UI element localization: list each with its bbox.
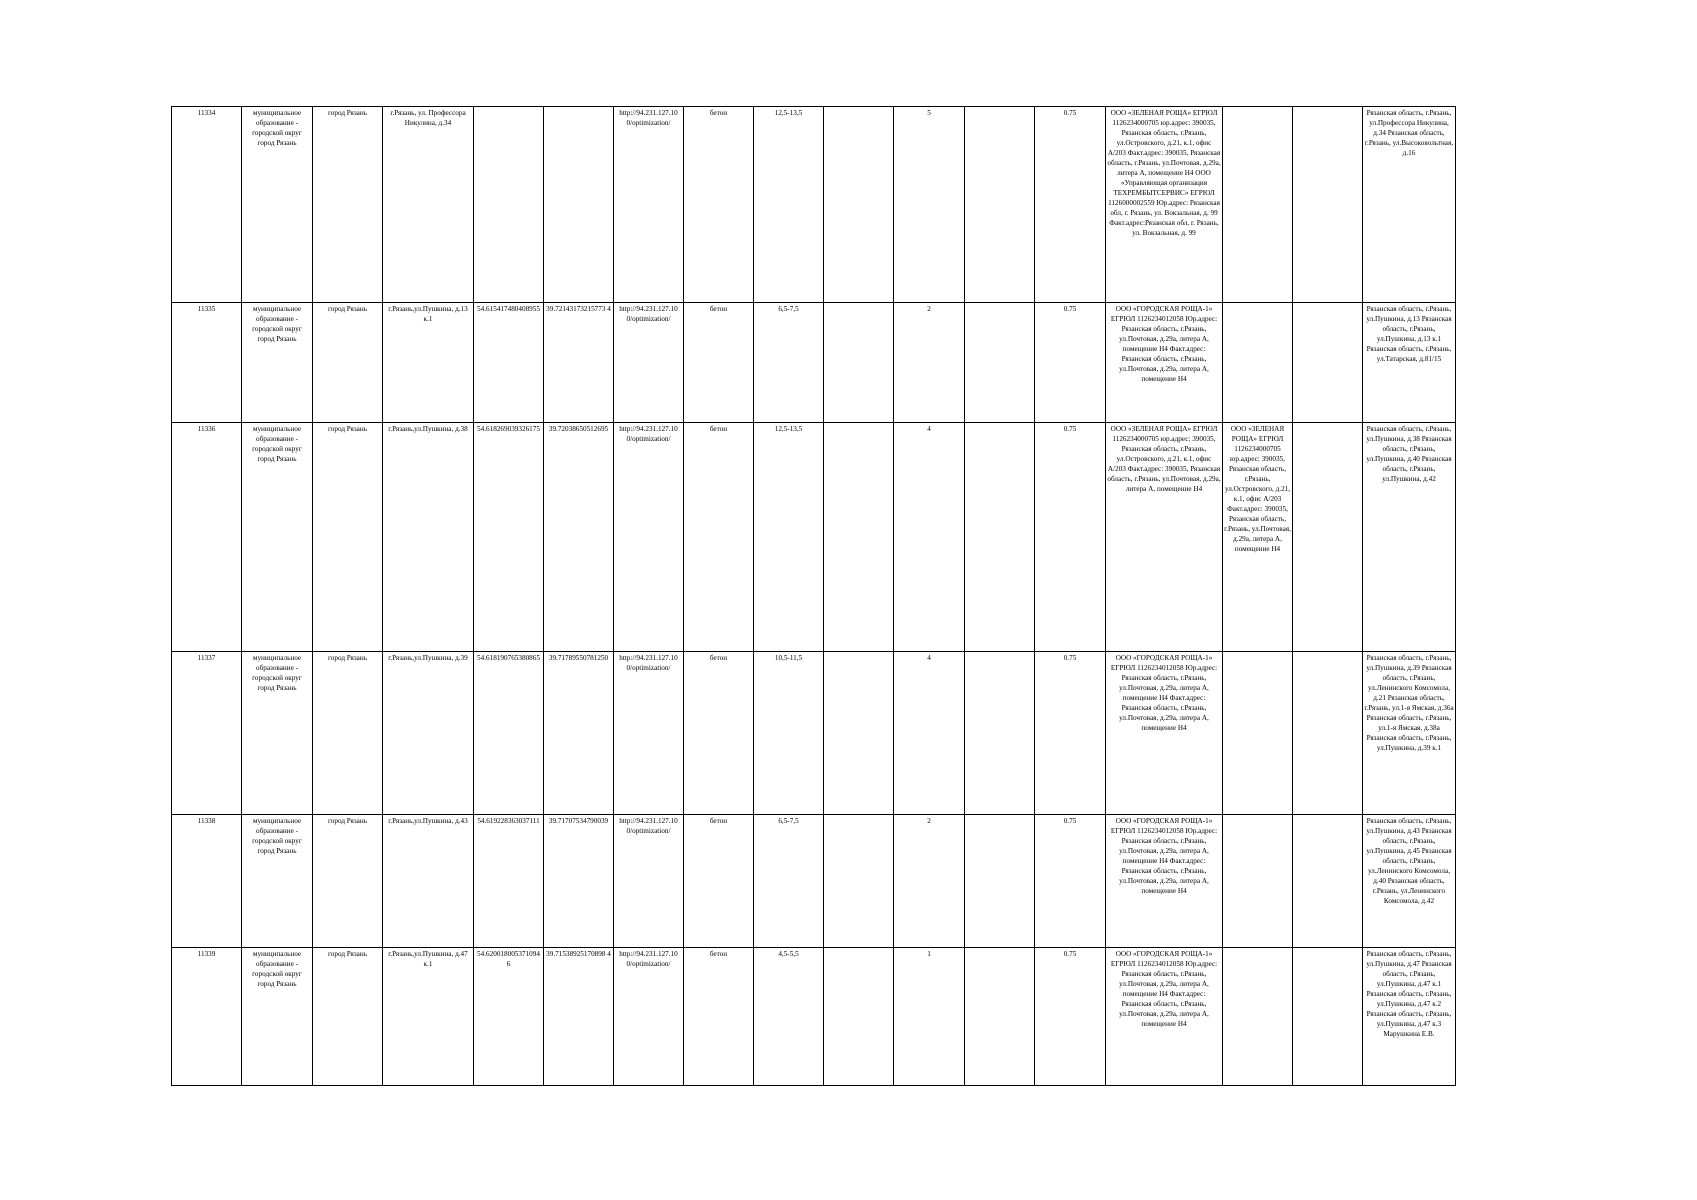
longitude-cell: 39.71538925170898 4	[544, 948, 614, 1086]
empty-cell	[1293, 303, 1363, 423]
url-cell: http://94.231.127.10 0/optimization/	[614, 815, 684, 948]
latitude-cell	[474, 107, 544, 303]
municipality-cell: муниципальное образование - городской округ город Рязань	[242, 652, 313, 815]
area-cell: 12,5-13,5	[754, 423, 824, 652]
url-cell: http://94.231.127.10 0/optimization/	[614, 652, 684, 815]
volume-cell: 0.75	[1035, 948, 1106, 1086]
surface-cell: бетон	[684, 652, 754, 815]
settlement-cell: город Рязань	[313, 303, 383, 423]
table-row	[172, 652, 1456, 815]
empty-cell	[965, 815, 1035, 948]
sources-cell: Рязанская область, г.Рязань, ул.Пушкина, д.13 Рязанская область, г.Рязань, ул.Пушкина, д.13 к.1 Рязанская область, г.Рязань, ул.Татарская, д.81/15	[1363, 303, 1456, 423]
owner2-cell	[1223, 815, 1293, 948]
empty-cell	[824, 423, 894, 652]
owner2-cell	[1223, 652, 1293, 815]
volume-cell: 0.75	[1035, 652, 1106, 815]
latitude-cell: 54.619228363037111	[474, 815, 544, 948]
volume-cell: 0.75	[1035, 303, 1106, 423]
empty-cell	[1293, 107, 1363, 303]
surface-cell: бетон	[684, 948, 754, 1086]
empty-cell	[965, 652, 1035, 815]
empty-cell	[1293, 652, 1363, 815]
address-cell: г.Рязань,ул.Пушкина, д.47 к.1	[383, 948, 474, 1086]
registry-table	[171, 106, 1456, 1086]
table-row	[172, 815, 1456, 948]
owner2-cell	[1223, 948, 1293, 1086]
sources-cell: Рязанская область, г.Рязань, ул.Пушкина, д.43 Рязанская область, г.Рязань, ул.Пушкина, д.45 Рязанская область, г.Рязань, ул.Ленинского Комсомола, д.40 Рязанская область, г.Рязань, ул.Ленинского Комсомола, д.42	[1363, 815, 1456, 948]
latitude-cell: 54.615417480408955	[474, 303, 544, 423]
area-cell: 12,5-13,5	[754, 107, 824, 303]
municipality-cell: муниципальное образование - городской округ город Рязань	[242, 948, 313, 1086]
longitude-cell: 39.71707534790039	[544, 815, 614, 948]
url-cell: http://94.231.127.10 0/optimization/	[614, 107, 684, 303]
empty-cell	[824, 652, 894, 815]
empty-cell	[824, 107, 894, 303]
table-row	[172, 303, 1456, 423]
containers-cell: 2	[894, 303, 965, 423]
empty-cell	[965, 107, 1035, 303]
volume-cell: 0.75	[1035, 815, 1106, 948]
volume-cell: 0.75	[1035, 107, 1106, 303]
area-cell: 4,5-5,5	[754, 948, 824, 1086]
owner2-cell: ООО «ЗЕЛЕНАЯ РОЩА» ЕГРЮЛ 1126234000705 юр.адрес: 390035, Рязанская область, г.Рязань, ул.Островского, д.21, к.1, офис А/203 Факт.адрес: 390035, Рязанская область, г.Рязань, ул.Почтовая, д.29а, литера А, помещение Н4	[1223, 423, 1293, 652]
longitude-cell: 39.72143173215773 4	[544, 303, 614, 423]
sources-cell: Рязанская область, г.Рязань, ул.Пушкина, д.47 Рязанская область, г.Рязань, ул.Пушкина, д.47 к.1 Рязанская область, г.Рязань, ул.Пушкина, д.47 к.2 Рязанская область, г.Рязань, ул.Пушкина, д.47 к.3 Марушкина Е.В.	[1363, 948, 1456, 1086]
table-row	[172, 107, 1456, 303]
empty-cell	[824, 815, 894, 948]
owner-cell: ООО «ЗЕЛЕНАЯ РОЩА» ЕГРЮЛ 1126234000705 юр.адрес: 390035, Рязанская область, г.Рязань, ул.Островского, д.21, к.1, офис А/203 Факт.адрес: 390035, Рязанская область, г.Рязань, ул.Почтовая, д.29а, литера А, помещение Н4	[1106, 423, 1223, 652]
settlement-cell: город Рязань	[313, 107, 383, 303]
url-cell: http://94.231.127.10 0/optimization/	[614, 303, 684, 423]
surface-cell: бетон	[684, 303, 754, 423]
latitude-cell: 54.620018005371094 6	[474, 948, 544, 1086]
address-cell: г.Рязань,ул.Пушкина, д.38	[383, 423, 474, 652]
address-cell: г.Рязань, ул. Профессора Никулина, д.34	[383, 107, 474, 303]
address-cell: г.Рязань,ул.Пушкина, д.39	[383, 652, 474, 815]
surface-cell: бетон	[684, 107, 754, 303]
empty-cell	[824, 948, 894, 1086]
sources-cell: Рязанская область, г.Рязань, ул.Профессора Никулина, д.34 Рязанская область, г.Рязань, ул.Высоковольтная, д.16	[1363, 107, 1456, 303]
table-row	[172, 948, 1456, 1086]
longitude-cell	[544, 107, 614, 303]
url-cell: http://94.231.127.10 0/optimization/	[614, 948, 684, 1086]
containers-cell: 2	[894, 815, 965, 948]
containers-cell: 1	[894, 948, 965, 1086]
empty-cell	[965, 948, 1035, 1086]
containers-cell: 4	[894, 652, 965, 815]
surface-cell: бетон	[684, 815, 754, 948]
record-id: 11335	[172, 303, 242, 423]
settlement-cell: город Рязань	[313, 652, 383, 815]
settlement-cell: город Рязань	[313, 948, 383, 1086]
latitude-cell: 54.618269039326175	[474, 423, 544, 652]
record-id: 11338	[172, 815, 242, 948]
empty-cell	[1293, 423, 1363, 652]
longitude-cell: 39.72038650512695	[544, 423, 614, 652]
longitude-cell: 39.71789550781250	[544, 652, 614, 815]
sources-cell: Рязанская область, г.Рязань, ул.Пушкина, д.39 Рязанская область, г.Рязань, ул.Ленинского Комсомола, д.21 Рязанская область, г.Рязань, ул.1-я Ямская, д.36а Рязанская область, г.Рязань, ул.1-я Ямская, д.38а Рязанская область, г.Рязань, ул.Пушкина, д.39 к.1	[1363, 652, 1456, 815]
address-cell: г.Рязань,ул.Пушкина, д.13 к.1	[383, 303, 474, 423]
surface-cell: бетон	[684, 423, 754, 652]
empty-cell	[965, 303, 1035, 423]
owner-cell: ООО «ГОРОДСКАЯ РОЩА-1» ЕГРЮЛ 1126234012058 Юр.адрес: Рязанская область, г.Рязань, ул.Почтовая, д.29а, литера А, помещение Н4 Факт.адрес: Рязанская область, г.Рязань, ул.Почтовая, д.29а, литера А, помещение Н4	[1106, 815, 1223, 948]
municipality-cell: муниципальное образование - городской округ город Рязань	[242, 303, 313, 423]
area-cell: 6,5-7,5	[754, 303, 824, 423]
owner-cell: ООО «ГОРОДСКАЯ РОЩА-1» ЕГРЮЛ 1126234012058 Юр.адрес: Рязанская область, г.Рязань, ул.Почтовая, д.29а, литера А, помещение Н4 Факт.адрес: Рязанская область, г.Рязань, ул.Почтовая, д.29а, литера А, помещение Н4	[1106, 652, 1223, 815]
area-cell: 6,5-7,5	[754, 815, 824, 948]
sources-cell: Рязанская область, г.Рязань, ул.Пушкина, д.38 Рязанская область, г.Рязань, ул.Пушкина, д.40 Рязанская область, г.Рязань, ул.Пушкина, д.42	[1363, 423, 1456, 652]
settlement-cell: город Рязань	[313, 423, 383, 652]
latitude-cell: 54.618190765380865	[474, 652, 544, 815]
table-row	[172, 423, 1456, 652]
empty-cell	[965, 423, 1035, 652]
record-id: 11334	[172, 107, 242, 303]
owner-cell: ООО «ГОРОДСКАЯ РОЩА-1» ЕГРЮЛ 1126234012058 Юр.адрес: Рязанская область, г.Рязань, ул.Почтовая, д.29а, литера А, помещение Н4 Факт.адрес: Рязанская область, г.Рязань, ул.Почтовая, д.29а, литера А, помещение Н4	[1106, 303, 1223, 423]
municipality-cell: муниципальное образование - городской округ город Рязань	[242, 815, 313, 948]
empty-cell	[824, 303, 894, 423]
containers-cell: 4	[894, 423, 965, 652]
address-cell: г.Рязань,ул.Пушкина, д.43	[383, 815, 474, 948]
record-id: 11337	[172, 652, 242, 815]
empty-cell	[1293, 815, 1363, 948]
empty-cell	[1293, 948, 1363, 1086]
municipality-cell: муниципальное образование - городской округ город Рязань	[242, 107, 313, 303]
record-id: 11336	[172, 423, 242, 652]
owner2-cell	[1223, 303, 1293, 423]
owner-cell: ООО «ГОРОДСКАЯ РОЩА-1» ЕГРЮЛ 1126234012058 Юр.адрес: Рязанская область, г.Рязань, ул.Почтовая, д.29а, литера А, помещение Н4 Факт.адрес: Рязанская область, г.Рязань, ул.Почтовая, д.29а, литера А, помещение Н4	[1106, 948, 1223, 1086]
url-cell: http://94.231.127.10 0/optimization/	[614, 423, 684, 652]
area-cell: 10,5-11,5	[754, 652, 824, 815]
record-id: 11339	[172, 948, 242, 1086]
owner-cell: ООО «ЗЕЛЕНАЯ РОЩА» ЕГРЮЛ 1126234000705 юр.адрес: 390035, Рязанская область, г.Рязань, ул.Островского, д.21, к.1, офис А/203 Факт.адрес: 390035, Рязанская область, г.Рязань, ул.Почтовая, д.29а, литера А, помещение Н4 ООО «Управляющая организация ТЕХРЕМБЫТСЕРВИС» ЕГРЮЛ 1126000002559 Юр.адрес: Рязанская обл, г. Рязань, ул. Вокзальная, д. 99 Факт.адрес:Рязанская обл, г. Рязань, ул. Вокзальная, д. 99	[1106, 107, 1223, 303]
owner2-cell	[1223, 107, 1293, 303]
settlement-cell: город Рязань	[313, 815, 383, 948]
municipality-cell: муниципальное образование - городской округ город Рязань	[242, 423, 313, 652]
volume-cell: 0.75	[1035, 423, 1106, 652]
containers-cell: 5	[894, 107, 965, 303]
